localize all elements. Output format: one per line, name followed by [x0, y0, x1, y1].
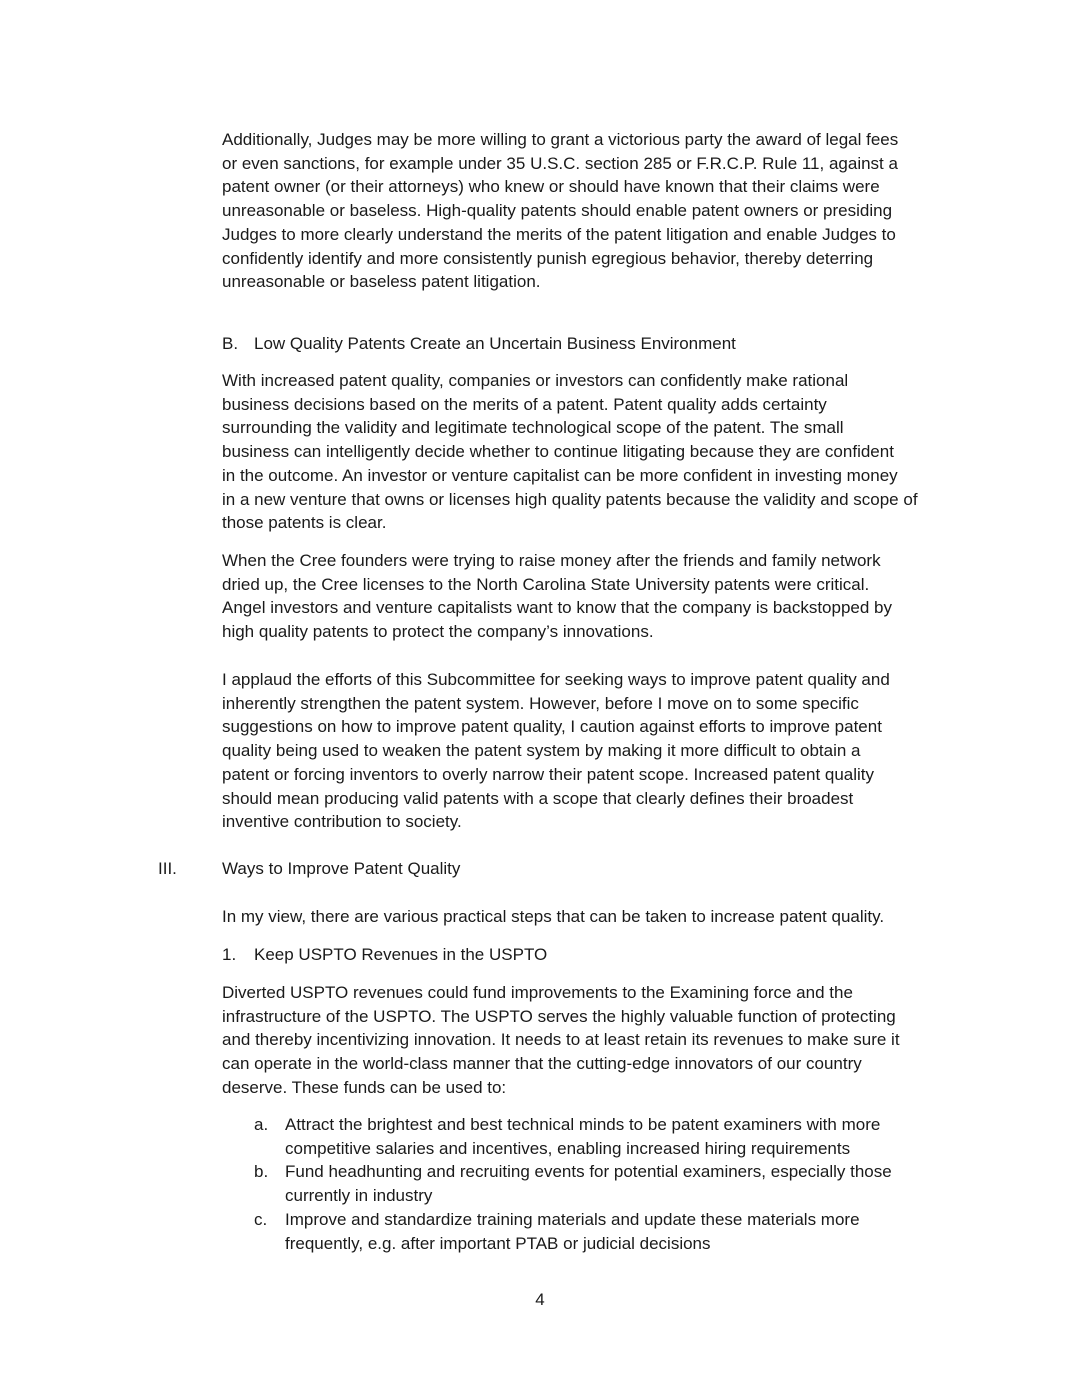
- text-line: confidently identify and more consistently punish egregious behavior, thereby deterring: [222, 248, 874, 268]
- list-item: [254, 1113, 954, 1160]
- text-line: frequently, e.g. after important PTAB or judicial decisions: [285, 1233, 711, 1253]
- item-marker: 1.: [222, 945, 237, 964]
- text-line: competitive salaries and incentives, enabling increased hiring requirements: [285, 1138, 851, 1158]
- text-line: Fund headhunting and recruiting events for potential examiners, especially those: [285, 1162, 892, 1182]
- text-line: Angel investors and venture capitalists want to know that the company is backstopped by: [222, 598, 892, 618]
- paragraph-patent-quality-certainty: [222, 369, 962, 535]
- paragraph-subcommittee: [222, 668, 962, 834]
- text-line: in the outcome. An investor or venture capitalist can be more confident in investing money: [222, 465, 898, 485]
- list-marker: a.: [254, 1115, 269, 1134]
- text-line: patent owner (or their attorneys) who knew or should have known that their claims were: [222, 177, 880, 197]
- section-heading-b: [222, 332, 736, 356]
- text-line: can operate in the world-class manner that the cutting-edge innovators of our country: [222, 1054, 862, 1074]
- text-line: business can intelligently decide whether to continue litigating because they are confident: [222, 442, 894, 462]
- section-heading-iii: Ways to Improve Patent Quality: [222, 859, 461, 878]
- list-marker: c.: [254, 1209, 268, 1229]
- text-line: Judges to more clearly understand the merits of the patent litigation and enable Judges to: [222, 224, 896, 244]
- text-line: infrastructure of the USPTO. The USPTO serves the highly valuable function of protecting: [222, 1006, 896, 1026]
- paragraph-legal-fees: [222, 128, 962, 294]
- text-line: Attract the brightest and best technical minds to be patent examiners with more: [285, 1115, 881, 1134]
- text-line: business decisions based on the merits of a patent. Patent quality adds certainty: [222, 394, 827, 414]
- text-line: high quality patents to protect the company’s innovations.: [222, 622, 654, 642]
- section-marker: B.: [222, 334, 239, 353]
- text-line: deserve. These funds can be used to:: [222, 1077, 507, 1097]
- text-line: currently in industry: [285, 1186, 433, 1206]
- text-line: or even sanctions, for example under 35 U.S.C. section 285 or F.R.C.P. Rule 11, against a: [222, 153, 898, 173]
- text-line: unreasonable or baseless patent litigation.: [222, 272, 541, 292]
- item-title: Keep USPTO Revenues in the USPTO: [254, 945, 548, 964]
- paragraph-cree-founders: [222, 549, 962, 644]
- section-title: Low Quality Patents Create an Uncertain Business Environment: [254, 334, 736, 353]
- section-marker-iii: III.: [158, 859, 177, 878]
- paragraph-diverted-revenues: [222, 981, 962, 1100]
- numbered-heading-1: [222, 943, 547, 967]
- text-line: dried up, the Cree licenses to the North Carolina State University patents were critical.: [222, 574, 870, 594]
- text-line: and thereby incentivizing innovation. It needs to at least retain its revenues to make sure it: [222, 1030, 900, 1050]
- text-line: should mean producing valid patents with a scope that clearly defines their broadest: [222, 788, 854, 808]
- page-number: 4: [535, 1290, 545, 1309]
- text-line: patent or forcing inventors to overly narrow their patent scope. Increased patent quality: [222, 764, 875, 784]
- text-line: in a new venture that owns or licenses high quality patents because the validity and scope of: [222, 489, 918, 509]
- text-line: inherently strengthen the patent system. However, before I move on to some specific: [222, 693, 859, 713]
- text-line: suggestions on how to improve patent quality, I caution against efforts to improve patent: [222, 717, 882, 737]
- list-item: [254, 1208, 954, 1255]
- list-marker: b.: [254, 1162, 269, 1182]
- funds-usage-list: [254, 1113, 954, 1255]
- text-line: When the Cree founders were trying to raise money after the friends and family network: [222, 551, 881, 570]
- text-line: inventive contribution to society.: [222, 812, 462, 832]
- list-item: [254, 1160, 954, 1207]
- text-line: Diverted USPTO revenues could fund improvements to the Examining force and the: [222, 983, 853, 1002]
- text-line: I applaud the efforts of this Subcommittee for seeking ways to improve patent quality and: [222, 670, 890, 689]
- text-line: Additionally, Judges may be more willing to grant a victorious party the award of legal fees: [222, 130, 899, 149]
- text-line: surrounding the validity and legitimate technological scope of the patent. The small: [222, 418, 844, 438]
- text-line: unreasonable or baseless. High-quality patents should enable patent owners or presiding: [222, 201, 893, 221]
- text-line: quality being used to weaken the patent system by making it more difficult to obtain a: [222, 741, 861, 761]
- paragraph-practical-steps: [222, 905, 962, 929]
- text-line: With increased patent quality, companies or investors can confidently make rational: [222, 371, 849, 390]
- text-line: Improve and standardize training materials and update these materials more: [285, 1209, 860, 1229]
- text-line: In my view, there are various practical steps that can be taken to increase patent quality.: [222, 907, 885, 926]
- text-line: those patents is clear.: [222, 513, 387, 533]
